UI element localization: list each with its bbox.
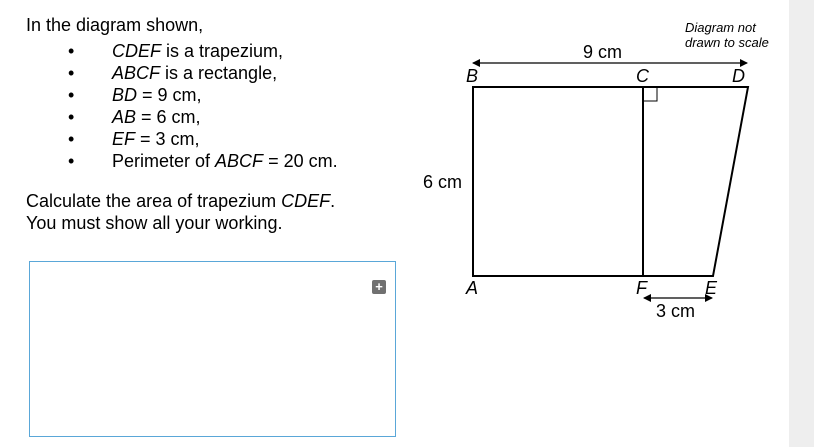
right-angle-marker — [643, 87, 657, 101]
question-intro: In the diagram shown, — [26, 15, 204, 35]
vertex-label-a: A — [466, 278, 479, 298]
vertex-label-e: E — [705, 278, 718, 298]
fact-item: • ABCF is a rectangle, — [68, 63, 278, 83]
ab-length-label: 6 cm — [423, 172, 463, 192]
vertex-label-f: F — [636, 278, 647, 298]
fact-item: • AB = 6 cm, — [68, 107, 201, 127]
scale-note-line2: drawn to scale — [685, 35, 769, 50]
answer-input[interactable] — [29, 261, 396, 437]
side-panel — [789, 0, 814, 447]
fact-item: • Perimeter of ABCF = 20 cm. — [68, 151, 338, 171]
scale-note-line1: Diagram not — [685, 20, 756, 35]
trapezium-cdef — [643, 87, 748, 276]
given-facts-list — [26, 40, 416, 172]
bd-length-label: 9 cm — [583, 42, 623, 62]
rectangle-abcf — [473, 87, 643, 276]
question-text — [26, 14, 416, 234]
vertex-label-b: B — [466, 66, 479, 86]
question-instruction: Calculate the area of trapezium CDEF. You must show all your working. — [26, 191, 336, 233]
vertex-label-c: C — [636, 66, 649, 86]
plus-icon[interactable]: + — [372, 280, 386, 294]
fact-item: • BD = 9 cm, — [68, 85, 202, 105]
trapezium-diagram — [410, 10, 788, 335]
vertex-label-d: D — [732, 66, 745, 86]
ef-length-label: 3 cm — [656, 301, 696, 321]
fact-item: • CDEF is a trapezium, — [68, 41, 284, 61]
fact-item: • EF = 3 cm, — [68, 129, 200, 149]
